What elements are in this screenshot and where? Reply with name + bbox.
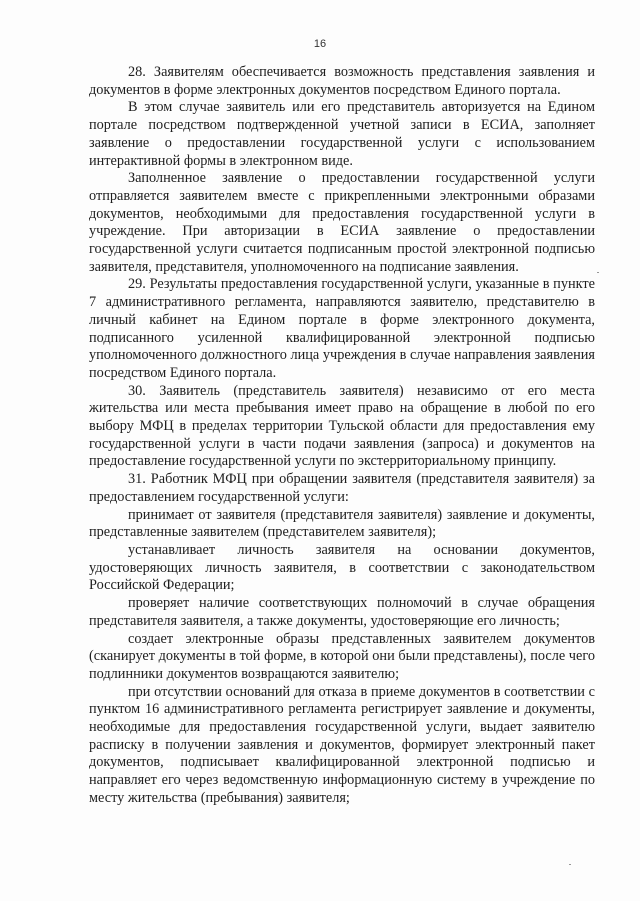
paragraph-29: 29. Результаты предоставления государственной услуги, указанные в пункте 7 административного регламента, направляются заявителю, представителю в личный кабинет на Едином портале в форме электронного документа, подписанного усиленной квалифицированной электронной подписью уполномоченного должностного лица учреждения в случае направления заявления посредством Единого портала. [89,276,595,381]
paragraph-28: 28. Заявителям обеспечивается возможность представления заявления и документов в форме электронных документов посредством Единого портала. [89,64,595,98]
list-item-checks-authority: проверяет наличие соответствующих полномочий в случае обращения представителя заявителя, а также документы, удостоверяющие его личность; [89,595,595,629]
paragraph-30: 30. Заявитель (представитель заявителя) независимо от его места жительства или места пребывания имеет право на обращение в любой по его выбору МФЦ в пределах территории Тульской области для предоставления ему государственной услуги в части подачи заявления (запроса) и документов на предоставление государственной услуги по экстерриториальному принципу. [89,382,595,470]
paragraph-31: 31. Работник МФЦ при обращении заявителя (представителя заявителя) за предоставлением государственной услуги: [89,471,595,505]
list-item-registers: при отсутствии оснований для отказа в приеме документов в соответствии с пунктом 16 административного регламента регистрирует заявление и документы, необходимые для предоставления государственной услуги, выдает заявителю расписку в получении заявления и документов, формирует электронный пакет документов, подписывает квалифицированной электронной подписью и направляет его через ведомственную информационную систему в учреждение по месту жительства (пребывания) заявителя; [89,683,595,806]
paragraph-esia-authorization: В этом случае заявитель или его представитель авторизуется на Едином портале посредством подтвержденной учетной записи в ЕСИА, заполняет заявление о предоставлении государственной услуги с использованием интерактивной формы в электронном виде. [89,99,595,169]
document-body [89,64,595,808]
scan-speck [597,272,599,273]
list-item-identifies: устанавливает личность заявителя на основании документов, удостоверяющих личность заявителя, в соответствии с законодательством Российской Федерации; [89,541,595,594]
list-item-accepts: принимает от заявителя (представителя заявителя) заявление и документы, представленные заявителем (представителем заявителя); [89,506,595,541]
scan-speck [569,864,571,865]
paragraph-completed-application: Заполненное заявление о предоставлении государственной услуги отправляется заявителем вместе с прикрепленными электронными образами документов, необходимыми для предоставления государственной услуги в учреждение. При авторизации в ЕСИА заявление о предоставлении государственной услуги считается подписанным простой электронной подписью заявителя, представителя, уполномоченного на подписание заявления. [89,170,595,275]
page-number: 16 [313,38,327,50]
list-item-scans: создает электронные образы представленных заявителем документов (сканирует документы в той форме, в которой они были представлены), после чего подлинники документов возвращаются заявителю; [89,630,595,682]
